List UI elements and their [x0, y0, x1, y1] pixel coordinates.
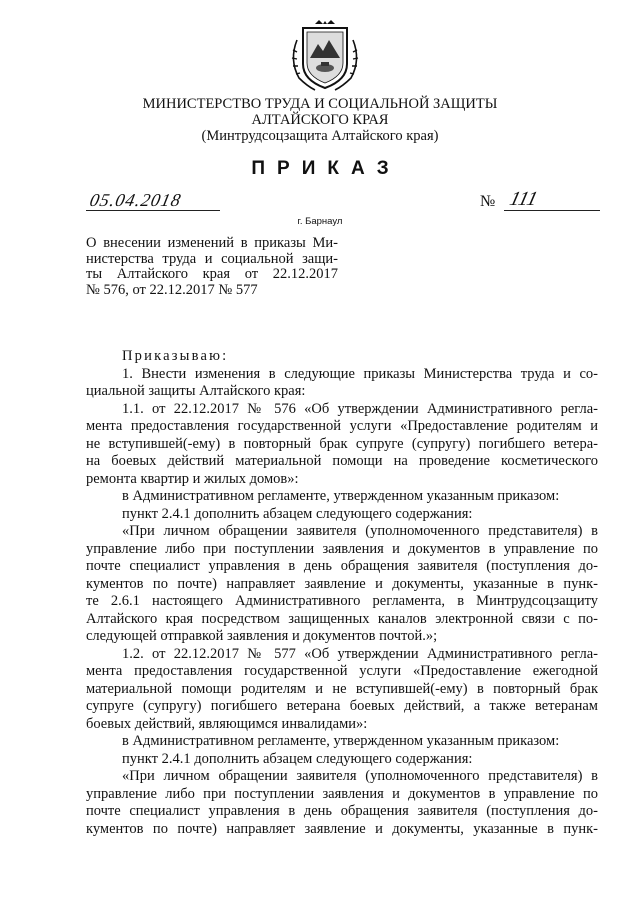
body-line: управление либо при поступлении заявления и документов в управление по	[86, 540, 598, 557]
body-line: мента предоставления государственной услуги «Предоставление ежегодной	[86, 663, 598, 679]
order-subject	[86, 236, 338, 298]
body-line: 1.1. от 22.12.2017 № 576 «Об утверждении Административного регла-	[122, 400, 598, 417]
body-line: мента предоставления государственной услуги «Предоставление родителям и	[86, 418, 598, 434]
body-line: Приказываю:	[122, 348, 229, 364]
number-sign: №	[480, 193, 496, 210]
body-line: ремонта квартир и жилых домов»:	[86, 470, 299, 487]
handwritten-date: 05.04.2018	[87, 190, 184, 210]
body-line: на боевых действий материальной помощи на проведение косметического	[86, 453, 598, 469]
subject-line: нистерства труда и социальной защи-	[86, 250, 338, 267]
body-line: супруге (супругу) погибшего ветерана боевых действий, а также ветеранам	[86, 698, 598, 714]
subject-line: № 576, от 22.12.2017 № 577	[86, 281, 258, 298]
body-line: материальной помощи родителям и не вступившей(-ему) в повторный брак	[86, 680, 598, 697]
body-line: почте специалист управления в день обращения заявителя (поступления до-	[86, 803, 598, 819]
body-line: не вступившей(-ему) в повторный брак супруге (супругу) погибшего ветера-	[86, 435, 598, 452]
body-line: почте специалист управления в день обращения заявителя (поступления до-	[86, 558, 598, 574]
order-body	[86, 348, 598, 838]
handwritten-number: 111	[507, 188, 540, 210]
body-line: 1. Внести изменения в следующие приказы Министерства труда и со-	[122, 365, 598, 382]
body-line: в Административном регламенте, утвержденном указанным приказом:	[122, 488, 560, 504]
body-line: в Административном регламенте, утвержденном указанным приказом:	[122, 733, 560, 749]
body-line: те 2.6.1 настоящего Административного регламента, в Минтрудсоцзащиту	[86, 593, 598, 609]
body-line: Алтайского края посредством защищенных каналов электронной связи с по-	[86, 610, 598, 627]
document-title: ПРИКАЗ	[251, 158, 401, 179]
body-line: пункт 2.4.1 дополнить абзацем следующего содержания:	[122, 750, 473, 767]
subject-line: ты Алтайского края от 22.12.2017	[86, 266, 338, 282]
body-line: «При личном обращении заявителя (уполномоченного представителя) в	[122, 768, 598, 784]
body-line: следующей отправкой заявления и документов почтой.»;	[86, 628, 438, 644]
body-line: 1.2. от 22.12.2017 № 577 «Об утверждении Административного регла-	[122, 645, 598, 662]
number-underline	[504, 210, 600, 211]
body-line: кументов по почте) направляет заявление и документы, указанные в пунк-	[86, 575, 598, 592]
body-line: пункт 2.4.1 дополнить абзацем следующего содержания:	[122, 505, 473, 522]
city-label: г. Барнаул	[297, 216, 343, 227]
ministry-short-name: (Минтрудсоцзащита Алтайского края)	[201, 128, 439, 144]
subject-line: О внесении изменений в приказы Ми-	[86, 235, 338, 251]
ministry-name-line1: МИНИСТЕРСТВО ТРУДА И СОЦИАЛЬНОЙ ЗАЩИТЫ	[142, 96, 498, 112]
body-line: кументов по почте) направляет заявление и документы, указанные в пунк-	[86, 820, 598, 837]
body-line: боевых действий, являющимся инвалидами»:	[86, 715, 368, 732]
date-underline	[86, 210, 220, 211]
body-line: циальной защиты Алтайского края:	[86, 383, 306, 399]
coat-of-arms-icon	[285, 20, 365, 92]
body-line: «При личном обращении заявителя (уполномоченного представителя) в	[122, 523, 598, 539]
ministry-name-line2: АЛТАЙСКОГО КРАЯ	[251, 112, 389, 128]
body-line: управление либо при поступлении заявления и документов в управление по	[86, 785, 598, 802]
